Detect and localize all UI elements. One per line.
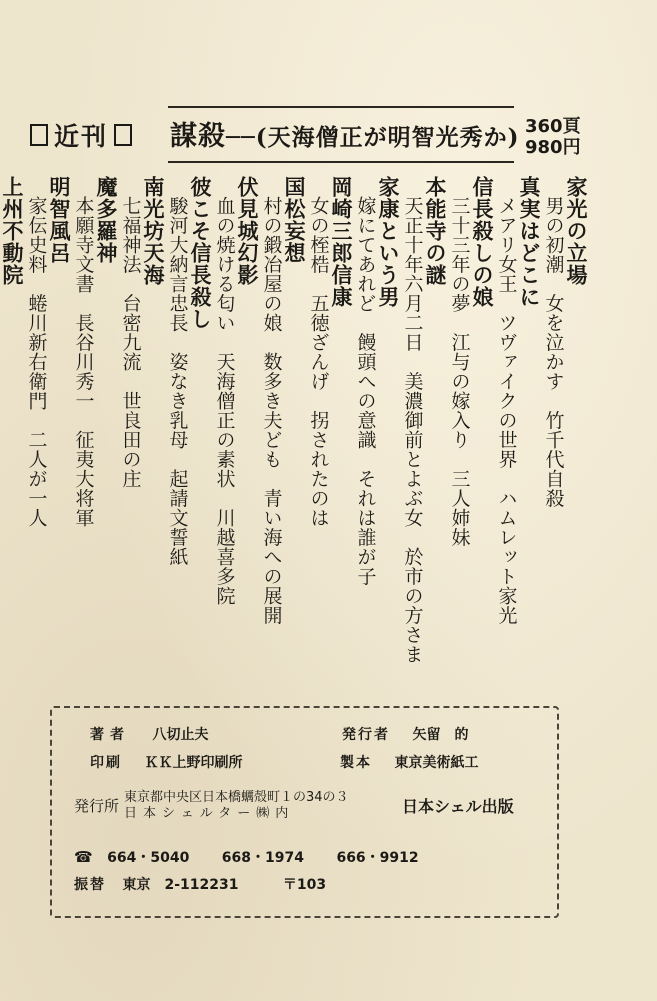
office-label: 発行所: [74, 797, 120, 815]
chapter-heading: 信長殺しの娘: [470, 176, 495, 308]
colophon: [50, 706, 559, 918]
upcoming-release-label: [30, 117, 132, 153]
table-of-contents: [0, 176, 589, 696]
publisher-company: 日本シェル出版: [402, 797, 514, 816]
chapter-subtopics: 七福神法 台密九流 世良田の庄: [119, 196, 142, 489]
chapter-subtopics: 天正十年六月二日 美濃御前とよぶ女 於市の方さま: [401, 196, 424, 664]
page-count: 360頁: [525, 116, 581, 137]
printer-row: [90, 752, 242, 772]
office-address: [124, 790, 349, 822]
printer-label: 印刷: [90, 755, 122, 771]
chapter-heading: 上州不動院: [0, 176, 25, 286]
telephone-icon: ☎: [74, 848, 93, 866]
chapter-subtopics: 家伝史料 蜷川新右衛門 二人が一人: [25, 196, 48, 528]
address-line-1: 東京都中央区日本橋蠣殻町１の34の３: [124, 790, 349, 805]
chapter-heading: 伏見城幻影: [235, 176, 260, 286]
transfer-label: 振替: [74, 877, 106, 893]
book-title-subtitle: ──(天海僧正が明智光秀か): [226, 124, 520, 151]
chapter-heading: 岡崎三郎信康: [329, 176, 354, 308]
transfer-account: 東京 2-112231: [122, 877, 239, 893]
author-row: [90, 724, 208, 744]
chapter-subtopics: 本願寺文書 長谷川秀一 征夷大将軍: [72, 196, 95, 528]
postal-code: 〒103: [282, 877, 327, 893]
chapter-heading: 南光坊天海: [141, 176, 166, 286]
chapter-heading: 魔多羅神: [94, 176, 119, 264]
publisher-person: 矢留 的: [412, 727, 469, 743]
phone-row: [74, 847, 447, 867]
chapter-subtopics: 駿河大納言忠長 姿なき乳母 起請文誓紙: [166, 196, 189, 567]
header-top-rule: [168, 106, 514, 108]
binder-label: 製本: [340, 755, 372, 771]
chapter-heading: 家光の立場: [564, 176, 589, 286]
chapter-heading: 国松妄想: [282, 176, 307, 264]
transfer-account-row: [74, 874, 326, 894]
chapter-heading: 彼こそ信長殺し: [188, 176, 213, 330]
phone-number: 664・5040: [107, 850, 190, 866]
chapter-heading: 明智風呂: [47, 176, 72, 264]
author-name: 八切止夫: [152, 727, 209, 743]
chapter-subtopics: 三十三年の夢 江与の嫁入り 三人姉妹: [448, 196, 471, 547]
author-label: 著者: [90, 727, 130, 743]
address-line-2: 日本シェルター㈱内: [124, 806, 295, 821]
status-text: 近刊: [54, 122, 109, 151]
phone-number: 666・9912: [336, 850, 419, 866]
chapter-subtopics: [0, 176, 1, 696]
chapter-subtopics: メアリ女王 ツヴァイクの世界 ハムレット家光: [495, 196, 518, 625]
square-bracket-right: [114, 124, 132, 146]
chapter-heading: 本能寺の謎: [423, 176, 448, 286]
book-title: [170, 114, 519, 154]
printer-name: ＫＫ上野印刷所: [144, 755, 243, 771]
publisher-row: [342, 724, 468, 744]
chapter-subtopics: 女の桎梏 五徳ざんげ 拐されたのは: [307, 196, 330, 528]
phone-number: 668・1974: [221, 850, 304, 866]
chapter-heading: 家康という男: [376, 176, 401, 308]
chapter-subtopics: 男の初潮 女を泣かす 竹千代自殺: [542, 196, 565, 508]
chapter-subtopics: 血の焼ける匂い 天海僧正の素状 川越喜多院: [213, 196, 236, 606]
price-yen: 980円: [525, 137, 581, 158]
chapter-subtopics: 嫁にてあれど 饅頭への意識 それは誰が子: [354, 196, 377, 586]
chapter-subtopics: 村の鍛冶屋の娘 数多き夫ども 青い海への展開: [260, 196, 283, 625]
publisher-label: 発行者: [342, 727, 390, 743]
square-bracket-left: [30, 124, 48, 146]
chapter-heading: 真実はどこに: [517, 176, 542, 308]
binder-row: [340, 752, 478, 772]
price-info: [525, 116, 581, 158]
book-title-main: 謀殺: [170, 121, 226, 152]
header-bottom-rule: [168, 161, 514, 163]
binder-name: 東京美術紙工: [394, 755, 479, 771]
